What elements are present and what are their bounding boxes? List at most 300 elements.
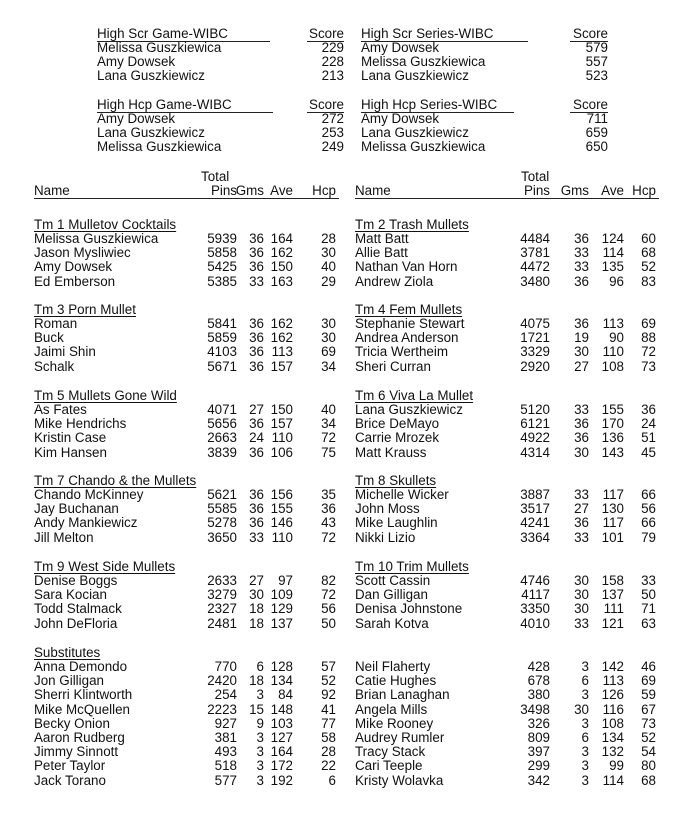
player-games: 27 bbox=[249, 402, 264, 417]
team-title: Tm 5 Mullets Gone Wild bbox=[34, 388, 177, 403]
player-pins: 2663 bbox=[207, 430, 237, 446]
team-title: Tm 8 Skullets bbox=[355, 473, 437, 488]
team-title: Tm 6 Viva La Mullet bbox=[355, 388, 474, 403]
player-average: 110 bbox=[271, 430, 293, 446]
award-score: 523 bbox=[585, 68, 608, 84]
player-games: 36 bbox=[249, 444, 264, 460]
player-name: Stephanie Stewart bbox=[355, 316, 465, 331]
player-handicap: 66 bbox=[641, 487, 656, 502]
player-games: 3 bbox=[256, 772, 264, 788]
award-title: High Scr Game-WIBC bbox=[97, 26, 228, 41]
player-handicap: 28 bbox=[321, 744, 336, 760]
player-games: 36 bbox=[574, 416, 589, 432]
player-name: Becky Onion bbox=[34, 715, 110, 731]
player-name: Matt Krauss bbox=[355, 444, 427, 460]
player-handicap: 72 bbox=[321, 529, 336, 545]
player-average: 129 bbox=[270, 601, 293, 617]
player-pins: 2633 bbox=[207, 573, 237, 588]
player-name: Jimmy Sinnott bbox=[34, 744, 119, 760]
player-average: 113 bbox=[271, 344, 293, 360]
header-pins: Pins bbox=[523, 183, 550, 198]
player-average: 110 bbox=[602, 344, 624, 360]
player-name: Andrew Ziola bbox=[355, 273, 434, 289]
player-average: 121 bbox=[601, 615, 624, 631]
player-games: 30 bbox=[574, 444, 589, 460]
player-average: 130 bbox=[601, 501, 624, 517]
player-name: Jason Mysliwiec bbox=[34, 245, 131, 261]
player-name: Jill Melton bbox=[34, 529, 94, 545]
substitutes-title: Substitutes bbox=[34, 645, 101, 660]
player-handicap: 30 bbox=[321, 245, 336, 261]
player-name: Peter Taylor bbox=[34, 758, 106, 774]
award-score: 659 bbox=[585, 125, 608, 141]
player-games: 33 bbox=[574, 615, 589, 631]
player-handicap: 75 bbox=[321, 444, 336, 460]
player-pins: 342 bbox=[527, 772, 550, 788]
player-name: Brice DeMayo bbox=[355, 416, 440, 432]
player-name: Sheri Curran bbox=[355, 358, 431, 374]
player-games: 36 bbox=[249, 259, 264, 275]
player-name: Nathan Van Horn bbox=[355, 259, 458, 275]
player-pins: 1721 bbox=[520, 330, 550, 346]
award-score-label: Score bbox=[573, 97, 608, 112]
player-handicap: 6 bbox=[328, 772, 336, 788]
header-pins: Pins bbox=[210, 183, 237, 198]
player-name: Jaimi Shin bbox=[34, 344, 96, 360]
award-name: Lana Guszkiewicz bbox=[97, 68, 205, 84]
player-name: Mike McQuellen bbox=[34, 701, 130, 717]
player-pins: 5425 bbox=[207, 259, 237, 275]
player-handicap: 72 bbox=[321, 430, 336, 446]
player-games: 36 bbox=[249, 416, 264, 432]
player-pins: 381 bbox=[214, 730, 237, 745]
player-name: Tricia Wertheim bbox=[355, 344, 449, 360]
player-handicap: 68 bbox=[641, 245, 656, 261]
player-average: 84 bbox=[278, 687, 293, 703]
player-handicap: 80 bbox=[641, 758, 656, 774]
player-handicap: 56 bbox=[321, 601, 336, 617]
player-games: 9 bbox=[256, 715, 264, 731]
player-pins: 3279 bbox=[207, 587, 237, 603]
player-average: 158 bbox=[601, 573, 624, 588]
award-name: Melissa Guszkiewica bbox=[361, 139, 486, 155]
team-title: Tm 7 Chando & the Mullets bbox=[34, 473, 197, 488]
player-games: 27 bbox=[574, 358, 589, 374]
player-handicap: 68 bbox=[641, 772, 656, 788]
player-pins: 5858 bbox=[207, 245, 237, 261]
player-handicap: 67 bbox=[641, 701, 656, 717]
award-score: 249 bbox=[321, 139, 344, 155]
player-name: Angela Mills bbox=[355, 701, 428, 717]
award-name: Amy Dowsek bbox=[97, 54, 176, 70]
player-games: 36 bbox=[574, 430, 589, 446]
player-pins: 3364 bbox=[520, 529, 550, 545]
player-name: Matt Batt bbox=[355, 231, 409, 246]
player-pins: 3650 bbox=[207, 529, 237, 545]
player-handicap: 66 bbox=[641, 515, 656, 531]
player-average: 172 bbox=[270, 758, 293, 774]
player-pins: 4922 bbox=[520, 430, 550, 446]
player-average: 162 bbox=[270, 245, 293, 261]
player-handicap: 73 bbox=[641, 358, 656, 374]
player-games: 3 bbox=[256, 744, 264, 760]
player-games: 6 bbox=[581, 730, 589, 745]
player-average: 164 bbox=[270, 231, 293, 246]
player-games: 33 bbox=[574, 529, 589, 545]
player-name: Roman bbox=[34, 316, 78, 331]
player-name: Mike Rooney bbox=[355, 715, 434, 731]
player-average: 155 bbox=[601, 402, 624, 417]
player-name: Chando McKinney bbox=[34, 487, 144, 502]
player-pins: 3350 bbox=[520, 601, 550, 617]
player-handicap: 59 bbox=[641, 687, 656, 703]
player-name: Denise Boggs bbox=[34, 573, 118, 588]
header-total: Total bbox=[521, 169, 550, 184]
player-average: 109 bbox=[270, 587, 293, 603]
player-games: 33 bbox=[574, 259, 589, 275]
player-pins: 4484 bbox=[520, 231, 550, 246]
player-name: Jay Buchanan bbox=[34, 501, 119, 517]
player-pins: 3329 bbox=[520, 344, 550, 360]
player-games: 33 bbox=[574, 487, 589, 502]
player-pins: 2327 bbox=[207, 601, 237, 617]
player-pins: 5671 bbox=[207, 358, 237, 374]
player-games: 33 bbox=[249, 273, 264, 289]
player-games: 3 bbox=[256, 687, 264, 703]
player-games: 27 bbox=[574, 501, 589, 517]
team-title: Tm 9 West Side Mullets bbox=[34, 559, 176, 574]
player-pins: 380 bbox=[527, 687, 550, 703]
player-games: 3 bbox=[581, 687, 589, 703]
player-name: Catie Hughes bbox=[355, 673, 437, 689]
award-score: 557 bbox=[585, 54, 608, 70]
player-average: 148 bbox=[270, 701, 293, 717]
player-handicap: 92 bbox=[321, 687, 336, 703]
player-pins: 5841 bbox=[207, 316, 237, 331]
player-pins: 4314 bbox=[520, 444, 550, 460]
player-handicap: 30 bbox=[321, 330, 336, 346]
player-pins: 428 bbox=[527, 659, 550, 674]
player-average: 127 bbox=[270, 730, 293, 745]
player-average: 136 bbox=[601, 430, 624, 446]
player-average: 164 bbox=[270, 744, 293, 760]
player-games: 3 bbox=[581, 758, 589, 774]
player-pins: 577 bbox=[214, 772, 237, 788]
player-pins: 5859 bbox=[207, 330, 237, 346]
player-pins: 2920 bbox=[520, 358, 550, 374]
player-average: 128 bbox=[270, 659, 293, 674]
player-handicap: 88 bbox=[641, 330, 656, 346]
player-games: 3 bbox=[581, 772, 589, 788]
player-games: 18 bbox=[249, 615, 264, 631]
team-title: Tm 1 Mulletov Cocktails bbox=[34, 217, 177, 232]
player-handicap: 83 bbox=[641, 273, 656, 289]
player-average: 117 bbox=[602, 515, 624, 531]
player-handicap: 56 bbox=[641, 501, 656, 517]
player-handicap: 77 bbox=[321, 715, 336, 731]
player-name: Schalk bbox=[34, 358, 75, 374]
player-games: 19 bbox=[574, 330, 589, 346]
player-name: Kim Hansen bbox=[34, 444, 107, 460]
player-handicap: 41 bbox=[321, 701, 336, 717]
player-name: Sherri Klintworth bbox=[34, 687, 133, 703]
player-handicap: 36 bbox=[321, 501, 336, 517]
player-pins: 4103 bbox=[207, 344, 237, 360]
award-score: 213 bbox=[321, 68, 344, 84]
award-name: Lana Guszkiewicz bbox=[361, 125, 469, 141]
player-pins: 3480 bbox=[520, 273, 550, 289]
player-pins: 770 bbox=[214, 659, 237, 674]
player-name: John DeFloria bbox=[34, 615, 118, 631]
player-average: 146 bbox=[270, 515, 293, 531]
header-ave: Ave bbox=[601, 183, 624, 198]
player-handicap: 69 bbox=[321, 344, 336, 360]
award-name: Amy Dowsek bbox=[97, 111, 176, 126]
player-average: 116 bbox=[602, 701, 624, 717]
player-games: 33 bbox=[249, 529, 264, 545]
player-average: 156 bbox=[270, 487, 293, 502]
player-average: 162 bbox=[270, 330, 293, 346]
header-total: Total bbox=[201, 169, 230, 184]
player-games: 30 bbox=[574, 701, 589, 717]
player-name: Allie Batt bbox=[355, 245, 408, 261]
player-name: Neil Flaherty bbox=[355, 659, 431, 674]
player-handicap: 72 bbox=[641, 344, 656, 360]
player-name: Sara Kocian bbox=[34, 587, 107, 603]
player-name: Aaron Rudberg bbox=[34, 730, 125, 745]
player-pins: 4010 bbox=[520, 615, 550, 631]
player-average: 99 bbox=[609, 758, 624, 774]
player-handicap: 54 bbox=[641, 744, 656, 760]
player-games: 15 bbox=[249, 701, 264, 717]
header-gms: Gms bbox=[235, 183, 264, 198]
award-name: Amy Dowsek bbox=[361, 40, 440, 55]
player-average: 113 bbox=[602, 673, 624, 689]
player-average: 124 bbox=[601, 231, 624, 246]
player-games: 3 bbox=[581, 744, 589, 760]
player-games: 6 bbox=[581, 673, 589, 689]
player-games: 3 bbox=[256, 758, 264, 774]
player-games: 24 bbox=[249, 430, 264, 446]
player-handicap: 52 bbox=[641, 259, 656, 275]
player-handicap: 28 bbox=[321, 231, 336, 246]
player-name: Scott Cassin bbox=[355, 573, 431, 588]
player-handicap: 30 bbox=[321, 316, 336, 331]
player-average: 134 bbox=[270, 673, 293, 689]
team-title: Tm 2 Trash Mullets bbox=[355, 217, 469, 232]
player-games: 36 bbox=[249, 515, 264, 531]
player-name: Nikki Lizio bbox=[355, 529, 416, 545]
player-name: Michelle Wicker bbox=[355, 487, 449, 502]
player-name: Anna Demondo bbox=[34, 659, 128, 674]
player-handicap: 72 bbox=[321, 587, 336, 603]
player-average: 111 bbox=[603, 601, 624, 617]
player-pins: 2223 bbox=[207, 701, 237, 717]
player-average: 103 bbox=[270, 715, 293, 731]
player-name: Kristin Case bbox=[34, 430, 107, 446]
player-average: 108 bbox=[601, 358, 624, 374]
player-name: Denisa Johnstone bbox=[355, 601, 463, 617]
player-pins: 927 bbox=[214, 715, 237, 731]
player-average: 170 bbox=[601, 416, 624, 432]
player-average: 137 bbox=[601, 587, 624, 603]
player-pins: 3517 bbox=[520, 501, 550, 517]
header-name: Name bbox=[355, 183, 391, 198]
player-pins: 3887 bbox=[520, 487, 550, 502]
player-average: 96 bbox=[609, 273, 624, 289]
player-name: As Fates bbox=[34, 402, 87, 417]
player-average: 150 bbox=[270, 259, 293, 275]
player-handicap: 82 bbox=[321, 573, 336, 588]
player-games: 36 bbox=[249, 231, 264, 246]
header-name: Name bbox=[34, 183, 70, 198]
player-handicap: 33 bbox=[641, 573, 656, 588]
player-name: Dan Gilligan bbox=[355, 587, 428, 603]
player-games: 36 bbox=[249, 245, 264, 261]
team-title: Tm 4 Fem Mullets bbox=[355, 302, 463, 317]
player-average: 108 bbox=[601, 715, 624, 731]
player-pins: 6121 bbox=[520, 416, 550, 432]
header-hcp: Hcp bbox=[312, 183, 336, 198]
player-name: Audrey Rumler bbox=[355, 730, 445, 745]
header-gms: Gms bbox=[560, 183, 589, 198]
player-games: 36 bbox=[249, 501, 264, 517]
player-handicap: 46 bbox=[641, 659, 656, 674]
award-name: Melissa Guszkiewica bbox=[361, 54, 486, 70]
award-name: Melissa Guszkiewica bbox=[97, 40, 222, 55]
award-name: Melissa Guszkiewica bbox=[97, 139, 222, 155]
header-underline bbox=[355, 198, 659, 199]
player-games: 30 bbox=[574, 601, 589, 617]
header-hcp: Hcp bbox=[632, 183, 656, 198]
player-handicap: 36 bbox=[641, 402, 656, 417]
player-handicap: 22 bbox=[321, 758, 336, 774]
player-average: 114 bbox=[602, 772, 624, 788]
player-handicap: 60 bbox=[641, 231, 656, 246]
player-pins: 4241 bbox=[520, 515, 550, 531]
player-handicap: 51 bbox=[641, 430, 656, 446]
player-pins: 3839 bbox=[207, 444, 237, 460]
player-handicap: 57 bbox=[321, 659, 336, 674]
player-pins: 3498 bbox=[520, 701, 550, 717]
award-score-label: Score bbox=[309, 97, 344, 112]
award-score: 228 bbox=[321, 54, 344, 70]
award-title: High Hcp Game-WIBC bbox=[97, 97, 232, 112]
player-handicap: 24 bbox=[641, 416, 656, 432]
player-name: John Moss bbox=[355, 501, 420, 517]
player-average: 132 bbox=[601, 744, 624, 760]
player-handicap: 45 bbox=[641, 444, 656, 460]
player-handicap: 73 bbox=[641, 715, 656, 731]
player-pins: 326 bbox=[527, 715, 550, 731]
player-handicap: 43 bbox=[321, 515, 336, 531]
player-average: 137 bbox=[270, 615, 293, 631]
player-name: Ed Emberson bbox=[34, 273, 116, 289]
player-average: 126 bbox=[601, 687, 624, 703]
player-games: 18 bbox=[249, 673, 264, 689]
player-pins: 397 bbox=[527, 744, 550, 760]
player-pins: 4746 bbox=[520, 573, 550, 588]
player-games: 30 bbox=[249, 587, 264, 603]
player-pins: 4075 bbox=[520, 316, 550, 331]
player-name: Andrea Anderson bbox=[355, 330, 459, 346]
player-average: 106 bbox=[270, 444, 293, 460]
player-name: Amy Dowsek bbox=[34, 259, 113, 275]
player-handicap: 50 bbox=[641, 587, 656, 603]
player-pins: 4071 bbox=[207, 402, 237, 417]
player-pins: 2481 bbox=[207, 615, 237, 631]
player-games: 36 bbox=[249, 316, 264, 331]
header-ave: Ave bbox=[270, 183, 293, 198]
player-name: Carrie Mrozek bbox=[355, 430, 440, 446]
player-pins: 518 bbox=[214, 758, 237, 774]
player-name: Buck bbox=[34, 330, 64, 346]
player-average: 155 bbox=[270, 501, 293, 517]
award-name: Lana Guszkiewicz bbox=[361, 68, 469, 84]
player-name: Jon Gilligan bbox=[34, 673, 104, 689]
player-average: 134 bbox=[601, 730, 624, 745]
player-handicap: 40 bbox=[321, 259, 336, 275]
player-average: 162 bbox=[270, 316, 293, 331]
player-games: 30 bbox=[574, 344, 589, 360]
player-games: 3 bbox=[256, 730, 264, 745]
player-games: 36 bbox=[574, 231, 589, 246]
player-average: 97 bbox=[278, 573, 293, 588]
player-average: 90 bbox=[609, 330, 624, 346]
header-underline bbox=[34, 198, 339, 199]
player-handicap: 40 bbox=[321, 402, 336, 417]
player-name: Lana Guszkiewicz bbox=[355, 402, 463, 417]
player-pins: 5120 bbox=[520, 402, 550, 417]
player-name: Sarah Kotva bbox=[355, 615, 429, 631]
player-games: 36 bbox=[249, 344, 264, 360]
player-handicap: 34 bbox=[321, 358, 336, 374]
award-score-label: Score bbox=[573, 26, 608, 41]
award-score: 650 bbox=[585, 139, 608, 155]
player-pins: 5585 bbox=[207, 501, 237, 517]
award-score: 579 bbox=[585, 40, 608, 55]
player-handicap: 50 bbox=[321, 615, 336, 631]
player-handicap: 63 bbox=[641, 615, 656, 631]
player-pins: 5939 bbox=[207, 231, 237, 246]
player-games: 36 bbox=[249, 330, 264, 346]
player-games: 18 bbox=[249, 601, 264, 617]
player-games: 33 bbox=[574, 402, 589, 417]
player-name: Cari Teeple bbox=[355, 758, 423, 774]
player-average: 113 bbox=[602, 316, 624, 331]
player-games: 30 bbox=[574, 573, 589, 588]
player-games: 33 bbox=[574, 245, 589, 261]
player-average: 163 bbox=[270, 273, 293, 289]
player-average: 157 bbox=[270, 416, 293, 432]
player-pins: 254 bbox=[214, 687, 237, 703]
player-handicap: 58 bbox=[321, 730, 336, 745]
player-games: 36 bbox=[249, 358, 264, 374]
team-title: Tm 3 Porn Mullet bbox=[34, 302, 136, 317]
award-title: High Scr Series-WIBC bbox=[361, 26, 494, 41]
award-title: High Hcp Series-WIBC bbox=[361, 97, 498, 112]
player-games: 36 bbox=[249, 487, 264, 502]
player-pins: 3781 bbox=[520, 245, 550, 261]
player-average: 142 bbox=[601, 659, 624, 674]
player-games: 30 bbox=[574, 587, 589, 603]
player-name: Mike Laughlin bbox=[355, 515, 438, 531]
player-handicap: 71 bbox=[641, 601, 656, 617]
player-games: 27 bbox=[249, 573, 264, 588]
player-pins: 5621 bbox=[207, 487, 237, 502]
player-pins: 493 bbox=[214, 744, 237, 760]
player-handicap: 35 bbox=[321, 487, 336, 502]
